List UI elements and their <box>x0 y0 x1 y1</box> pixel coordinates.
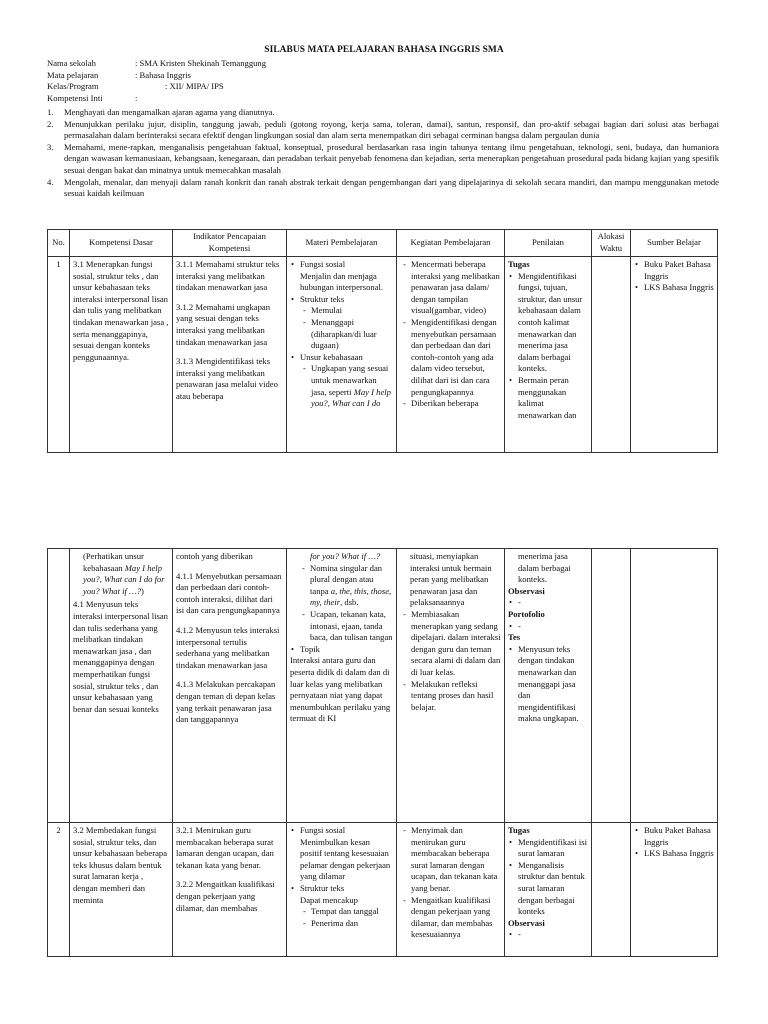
header-no: No. <box>48 230 70 257</box>
sumber-item: • LKS Bahasa Inggris <box>644 848 714 860</box>
meta-value: : SMA Kristen Shekinah Temanggung <box>135 58 267 68</box>
kegiatan-item: - Mencermati beberapa interaksi yang melibatkan penawaran jasa dalam/ dengan tampilan visual(gambar, video) <box>411 259 501 317</box>
item-number: 4. <box>47 176 54 187</box>
penilaian-cell <box>505 257 592 453</box>
materi-sub-item: - Memulai <box>311 305 393 317</box>
materi-text: for you? What if …? <box>310 551 381 561</box>
materi-label: Fungsi sosial <box>300 259 346 269</box>
kd-cell <box>70 823 173 957</box>
syllabus-table-part2 <box>47 548 718 957</box>
ipk-item: 4.1.3 Melakukan percakapan dengan teman di depan kelas yang terkait penawaran jasa dan tanggapannya <box>176 679 276 725</box>
ipk-item: 3.1.1 Memahami struktur teks interaksi yang melibatkan tindakan menawarkan jasa <box>176 259 280 293</box>
materi-text: Nomina singular dan plural dengan atau tanpa <box>310 562 383 596</box>
item-number: 2. <box>47 118 54 129</box>
penilaian-item: • Mengidentifikasi isi surat lamaran <box>518 837 588 860</box>
item-number: 1. <box>47 107 54 117</box>
materi-sub-item <box>311 363 393 409</box>
core-competence-item <box>47 142 719 177</box>
materi-bullet <box>300 825 393 883</box>
materi-sub-item: - Tempat dan tanggal <box>311 906 393 918</box>
materi-label: • Topik <box>300 644 393 656</box>
alokasi-cell <box>592 257 631 453</box>
ipk-item: 3.1.3 Mengidentifikasi teks interaksi yang melibatkan penawaran jasa melalui video atau beberapa <box>176 356 278 401</box>
kegiatan-cell <box>397 257 505 453</box>
meta-row-core-competence <box>47 93 727 105</box>
ipk-item: contoh yang diberikan <box>176 551 253 561</box>
penilaian-label: Observasi <box>508 917 545 928</box>
ipk-item: 3.1.2 Memahami ungkapan yang sesuai dengan teks interaksi yang melibatkan tindakan menawarkan jasa <box>176 301 271 347</box>
meta-row-subject <box>47 70 727 82</box>
row-number: 1 <box>48 257 70 453</box>
materi-text: Interaksi antara guru dan peserta didik di dalam dan di luar kelas yang melibatkan pernyataan niat yang dapat menumbuhkan perilaku yang termuat di KI <box>290 655 391 724</box>
ipk-item: 3.2.1 Menirukan guru membacakan beberapa surat lamaran dengan ucapan, dan tekanan kata yang benar. <box>176 825 274 870</box>
materi-text: Dapat mencakup <box>300 894 358 905</box>
expression-example: May I help you?, What can I do <box>311 386 391 409</box>
meta-row-class <box>47 81 727 93</box>
sumber-cell <box>631 823 718 957</box>
penilaian-label: Portofolio <box>508 608 545 619</box>
penilaian-item: • - <box>518 597 588 609</box>
ipk-item: 3.2.2 Mengaitkan kualifikasi dengan pekerjaan yang dilamar, dan membahas <box>176 879 275 913</box>
materi-text: Menimbulkan kesan positif tentang kesesuaian pelamar dengan pekerjaan yang dilamar <box>300 836 391 882</box>
penilaian-cell <box>505 549 592 823</box>
penilaian-item: • Mengidentifikasi fungsi, tujuan, struktur, dan unsur kebahasaan dalam contoh kalimat menawarkan dan menerima jasa dalam berbagai konteks. <box>518 271 588 375</box>
ipk-cell <box>173 549 287 823</box>
sumber-cell <box>631 257 718 453</box>
penilaian-label: Tes <box>508 632 521 643</box>
item-number: 3. <box>47 141 54 152</box>
kd-text: 4.1 Menyusun teks interaksi interpersonal lisan dan tulis sederhana yang melibatkan tindakan menawarkan jasa , dan menanggapinya dengan memperhatikan fungsi sosial, struktur teks , dan unsur kebahasaan yang benar dan sesuai konteks <box>73 599 168 714</box>
header-penilaian: Penilaian <box>505 230 592 257</box>
penilaian-cell <box>505 823 592 957</box>
ipk-cell <box>173 823 287 957</box>
materi-label: Unsur kebahasaan <box>300 351 363 362</box>
kd-text: 3.2 Membedakan fungsi sosial, struktur teks, dan unsur kebahasaan beberapa teks khusus dalam bentuk surat lamaran kerja , dengan memberi dan meminta <box>73 825 168 905</box>
materi-text: Menjalin dan menjaga hubungan interpersonal. <box>300 270 384 293</box>
meta-row-school <box>47 58 727 70</box>
header-sumber: Sumber Belajar <box>631 230 718 257</box>
header-kd: Kompetensi Dasar <box>70 230 173 257</box>
item-text: Mengolah, menalar, dan menyaji dalam ranah konkrit dan ranah abstrak terkait dengan pengembangan dari yang dipelajarinya di sekolah secara mandiri, dan mampu menggunakan metode sesuai kaidah keilmuan <box>64 176 719 199</box>
materi-bullet <box>300 259 393 294</box>
ipk-item: 4.1.2 Menyusun teks interaksi interpersonal tertulis sederhana yang melibatkan tindakan menawarkan jasa <box>176 624 280 670</box>
item-text: Menghayati dan mengamalkan ajaran agama yang dianutnya. <box>64 107 275 117</box>
sumber-item: • LKS Bahasa Inggris <box>644 282 714 294</box>
sumber-cell <box>631 549 718 823</box>
meta-value: : <box>135 92 138 103</box>
meta-key: Nama sekolah <box>47 58 96 68</box>
header-materi: Materi Pembelajaran <box>287 230 397 257</box>
core-competence-item <box>47 177 719 200</box>
kegiatan-text: situasi, menyiapkan interaksi untuk bermain peran yang melibatkan penawaran jasa dan pelaksanaannya <box>410 551 492 608</box>
kegiatan-cell <box>397 549 505 823</box>
materi-bullet <box>300 352 393 410</box>
kd-note <box>73 551 169 597</box>
table-row <box>48 823 718 957</box>
table-row <box>48 257 718 453</box>
penilaian-label: Tugas <box>508 259 530 269</box>
materi-sub-item <box>310 563 393 609</box>
penilaian-label: Observasi <box>508 585 545 596</box>
materi-cell <box>287 257 397 453</box>
kegiatan-item: - Diberikan beberapa <box>411 398 501 410</box>
meta-key: Kompetensi Inti <box>47 92 103 103</box>
penilaian-text: menerima jasa dalam berbagai konteks. <box>518 551 571 585</box>
kegiatan-item: - Menyimak dan menirukan guru membacakan beberapa surat lamaran dengan ucapan, dan tekanan kata yang benar. <box>411 825 501 895</box>
penilaian-label: Tugas <box>508 825 530 835</box>
penilaian-item: • Menganalisis struktur dan bentuk surat lamaran dengan berbagai konteks <box>518 860 588 918</box>
materi-label: Struktur teks <box>300 882 345 893</box>
ipk-cell <box>173 257 287 453</box>
table-row <box>48 549 718 823</box>
materi-text: , dsb. <box>340 597 359 608</box>
sumber-item: • Buku Paket Bahasa Inggris <box>644 259 714 282</box>
kd-text: (Perhatikan unsur kebahasaan <box>83 551 144 573</box>
materi-sub-item: - Menanggapi (diharapkan/di luar dugaan) <box>311 317 393 352</box>
meta-key: Mata pelajaran <box>47 69 99 80</box>
header-ipk: Indikator Pencapaian Kompetensi <box>173 230 287 257</box>
expression-example: a, the, this, those, my, their <box>310 585 392 608</box>
core-competence-list <box>47 107 719 200</box>
meta-value: : Bahasa Inggris <box>135 69 191 80</box>
expression-example: May I help you?, What can I do for you? What if …? <box>83 562 165 596</box>
materi-label: Struktur teks <box>300 293 345 304</box>
school-info <box>47 58 727 104</box>
syllabus-table-part1 <box>47 229 718 453</box>
kd-cell <box>70 257 173 453</box>
item-text: Memahami, mene-rapkan, menganalisis pengetahuan faktual, konseptual, prosedural berdasarkan rasa ingin tahunya tentang ilmu pengetahuan, teknologi, seni, budaya, dan humaniora dengan wawasan kemanusiaan, kebangsaan, kenegaraan, dan peradaban terkait penyebab fenomena dan kejadian, serta menerapkan pengetahuan prosedural pada bidang kajian yang spesifik sesuai dengan bakat dan minatnya untuk memecahkan masalah <box>64 141 719 175</box>
kegiatan-item: - Membiasakan menerapkan yang sedang dipelajari. dalam interaksi dengan guru dan teman secara alami di dalam dan di luar kelas. <box>411 609 501 679</box>
penilaian-item: • Menyusun teks dengan tindakan menawarkan dan menanggapi jasa dan mengidentifikasi makna ungkapan. <box>518 644 588 725</box>
materi-sub-item: - Ucapan, tekanan kata, intonasi, ejaan, tanda baca, dan tulisan tangan <box>310 609 393 644</box>
header-alokasi: Alokasi Waktu <box>592 230 631 257</box>
core-competence-item <box>47 119 719 142</box>
kegiatan-item: - Mengidentifikasi dengan menyebutkan persamaan dan perbedaan dan dari contoh-contoh yang ada dalam video tersebut, dilihat dari isi dan cara pengungkapannya <box>411 317 501 398</box>
row-number: 2 <box>48 823 70 957</box>
alokasi-cell <box>592 823 631 957</box>
meta-value: : XII/ MIPA/ IPS <box>165 81 224 92</box>
materi-bullet <box>300 883 393 929</box>
meta-key: Kelas/Program <box>47 81 99 92</box>
materi-text: Ungkapan yang sesuai untuk menawarkan jasa, seperti <box>311 363 389 397</box>
penilaian-item: • - <box>518 929 588 941</box>
kd-text: ) <box>141 585 144 596</box>
kd-cell <box>70 549 173 823</box>
kegiatan-item: - Melakukan refleksi tentang proses dan hasil belajar. <box>411 679 501 714</box>
materi-label: Fungsi sosial <box>300 825 346 835</box>
ipk-item: 4.1.1 Menyebutkan persamaan dan perbedaan dari contoh-contoh interaksi, dilihat dari isi dan cara pengungkapannya <box>176 570 282 616</box>
materi-bullet <box>300 294 393 352</box>
penilaian-item: • - <box>518 621 588 633</box>
kegiatan-item: - Mengaitkan kualifikasi dengan pekerjaan yang dilamar, dan membahas kesesuaiannya <box>411 895 501 941</box>
alokasi-cell <box>592 549 631 823</box>
core-competence-item <box>47 107 719 119</box>
materi-sub-item: - Penerima dan <box>311 918 393 930</box>
penilaian-item: • Bermain peran menggunakan kalimat menawarkan dan <box>518 375 588 421</box>
materi-cell <box>287 823 397 957</box>
item-text: Menunjukkan perilaku jujur, disiplin, tanggung jawab, peduli (gotong royong, kerja sama, toleran, damai), santun, responsif, dan pro-aktif sebagai bagian dari solusi atas berbagai permasalahan dalam berinteraksi secara efektif dengan lingkungan sosial dan alam serta menempatkan diri sebagai cerminan bangsa dalam pergaulan dunia <box>64 118 719 141</box>
row-number <box>48 549 70 823</box>
sumber-item: • Buku Paket Bahasa Inggris <box>644 825 714 848</box>
kd-text: 3.1 Menerapkan fungsi sosial, struktur teks , dan unsur kebahasaan teks interaksi interpersonal lisan dan tulis yang melibatkan tindakan menawarkan jasa , serta menanggapinya, sesuai dengan konteks penggunaannya. <box>73 259 169 362</box>
kegiatan-cell <box>397 823 505 957</box>
materi-cell <box>287 549 397 823</box>
document-title: SILABUS MATA PELAJARAN BAHASA INGGRIS SMA <box>264 45 504 55</box>
header-kegiatan: Kegiatan Pembelajaran <box>397 230 505 257</box>
